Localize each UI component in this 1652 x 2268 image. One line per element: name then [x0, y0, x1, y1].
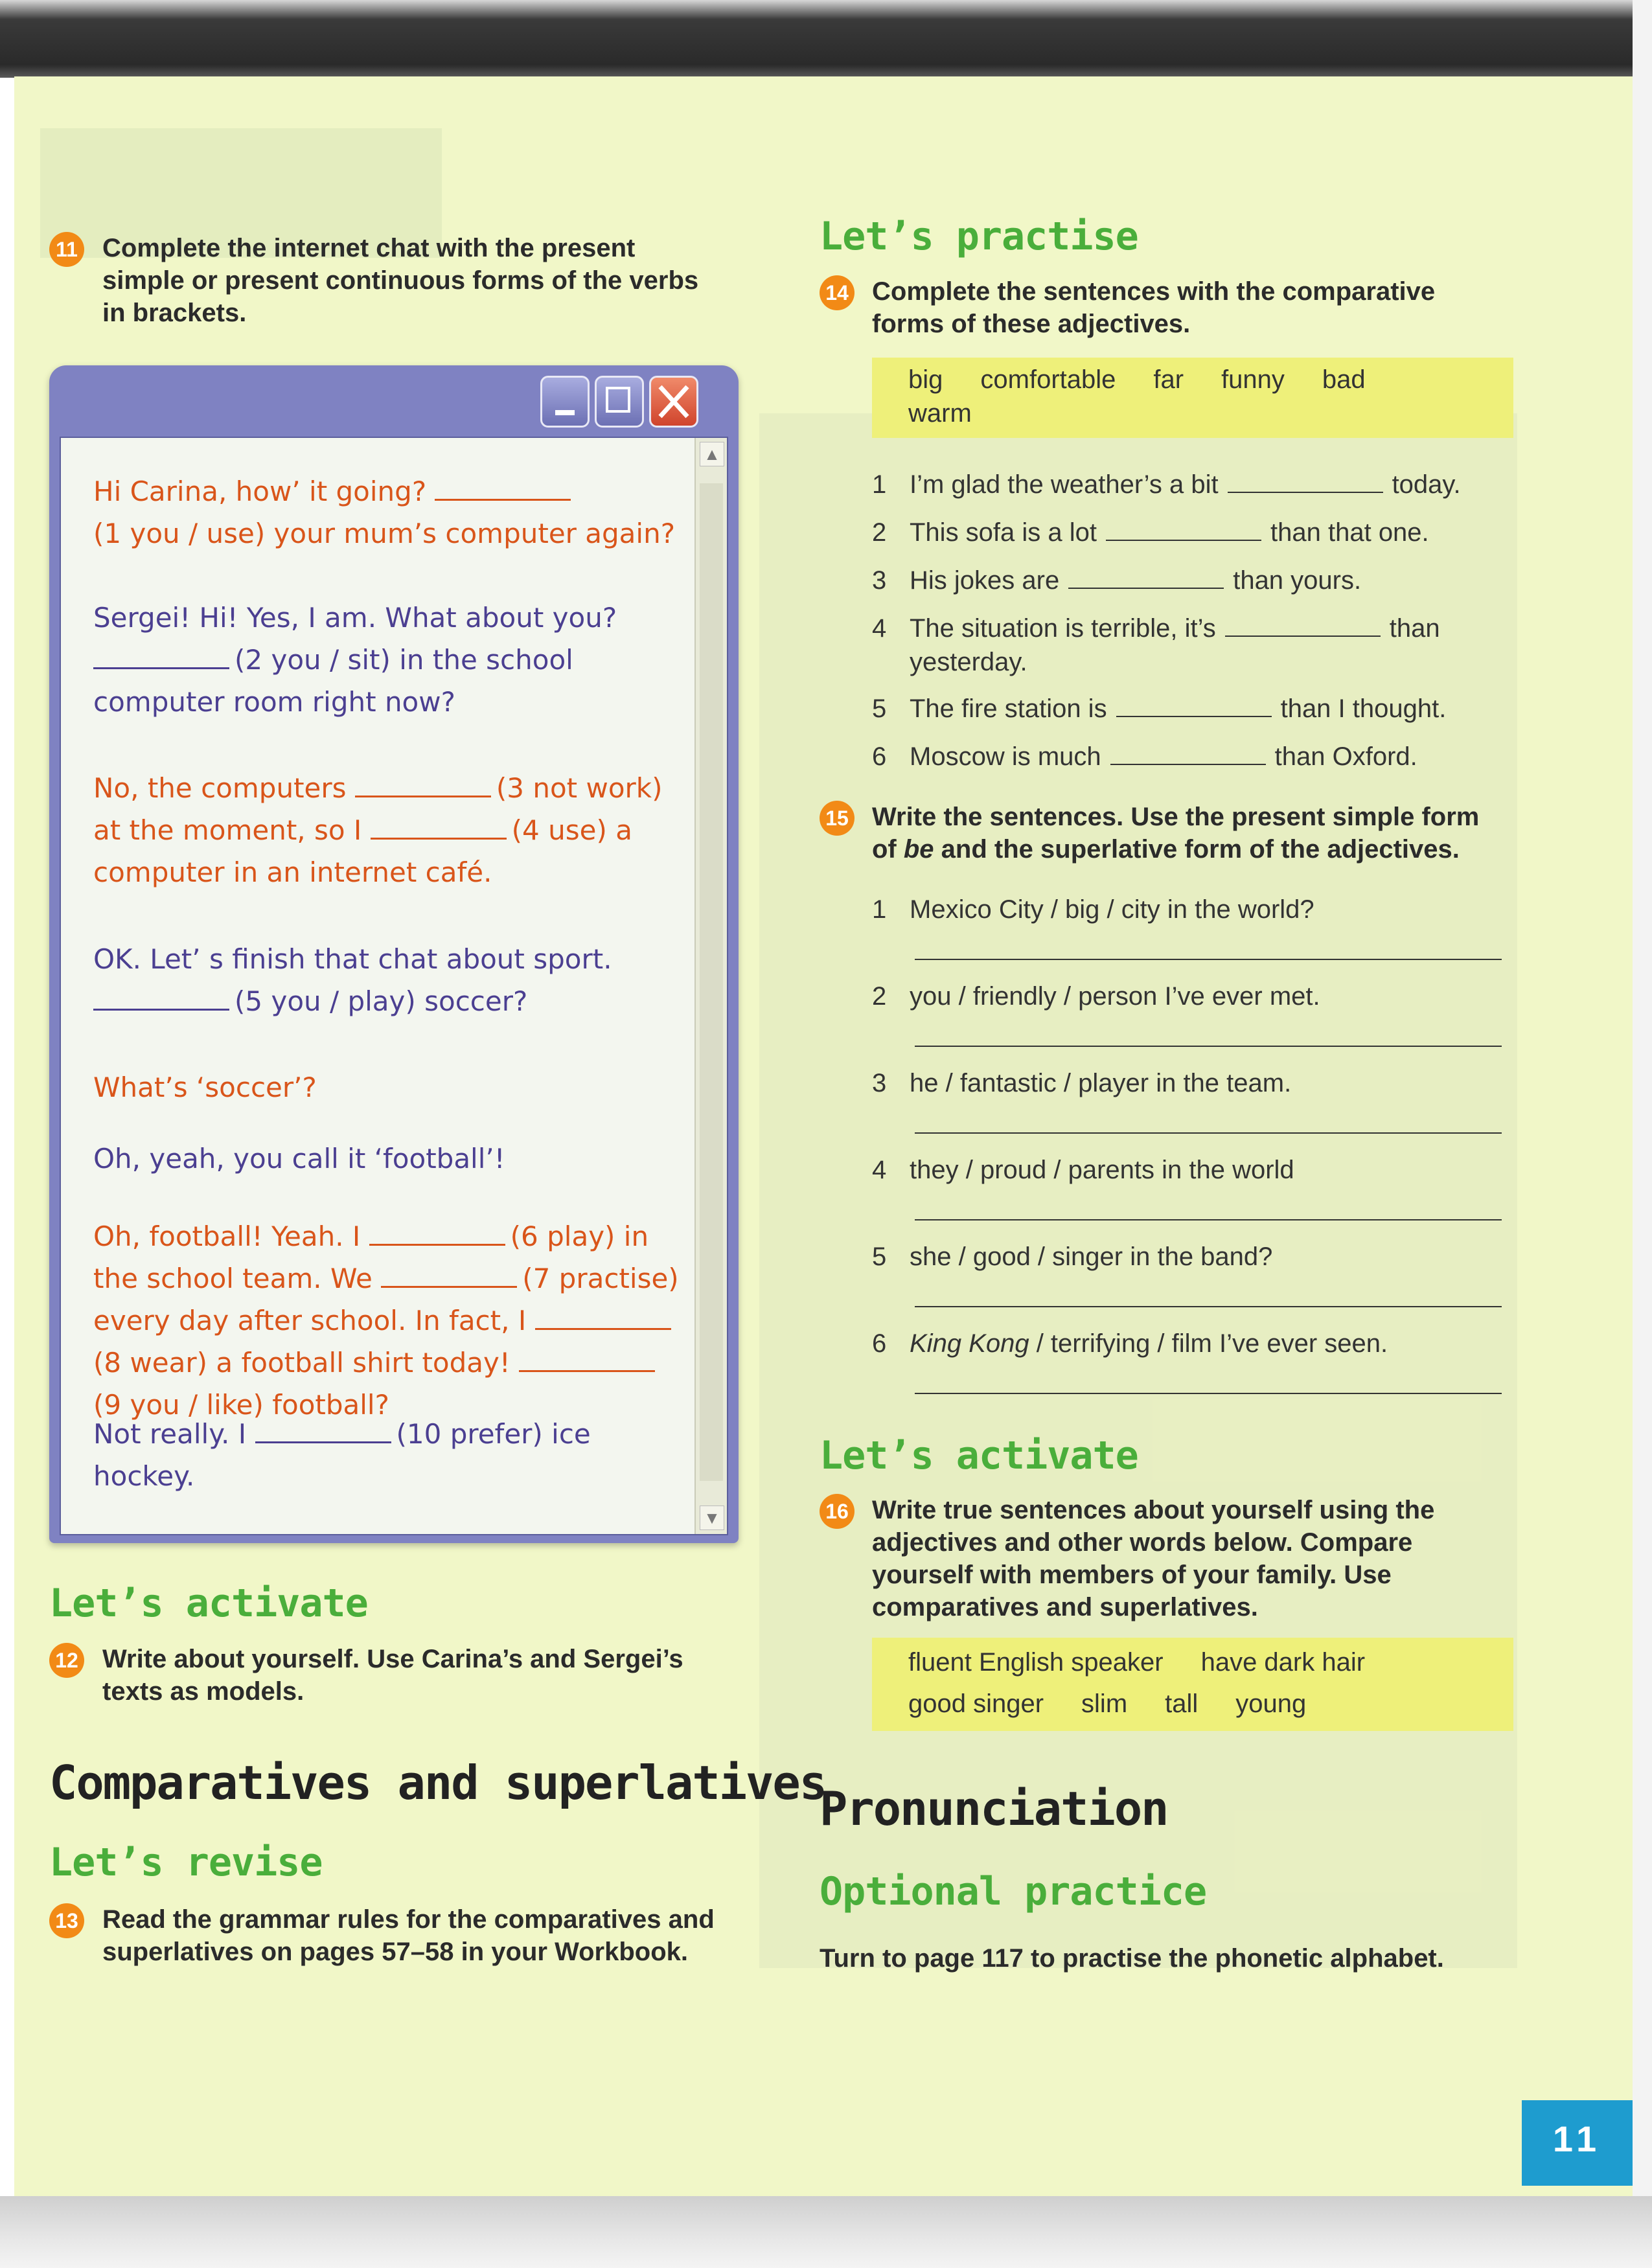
answer-blank[interactable]	[1225, 613, 1381, 637]
sentence-text: than that one.	[1270, 518, 1429, 547]
chat-line: Oh, football! Yeah. I	[93, 1220, 361, 1252]
chat-line: (9 you / like) football?	[93, 1389, 389, 1421]
maximize-icon	[606, 387, 630, 413]
exercise-number-badge: 16	[820, 1494, 855, 1529]
chat-line: (5 you / play) soccer?	[235, 985, 528, 1017]
chat-line: Not really. I	[93, 1418, 247, 1450]
chat-message-sergei	[93, 1138, 689, 1180]
instruction-line: simple or present continuous forms of the verbs	[102, 266, 699, 295]
pronunciation-instruction: Turn to page 117 to practise the phonetic alphabet.	[820, 1944, 1444, 1973]
answer-line[interactable]	[915, 1132, 1502, 1134]
answer-blank[interactable]	[93, 984, 229, 1011]
chat-line: Hi Carina, how’ it going?	[93, 475, 427, 507]
item-number: 5	[872, 1243, 887, 1271]
instruction-line: superlatives on pages 57–58 in your Workbook.	[102, 1938, 689, 1966]
section-heading-lets-practise: Let’s practise	[820, 214, 1138, 259]
exercise-12-instruction	[102, 1643, 683, 1708]
scroll-thumb[interactable]	[700, 483, 723, 1481]
page-number: 11	[1522, 2100, 1633, 2186]
chat-line: (7 practise)	[522, 1263, 679, 1294]
item-number: 5	[872, 694, 887, 723]
instruction-line: Write true sentences about yourself using the	[872, 1496, 1435, 1524]
scrollbar[interactable]	[694, 438, 727, 1534]
instruction-line: Complete the internet chat with the present	[102, 234, 636, 262]
item-number: 2	[872, 518, 887, 547]
word-chip: have dark hair	[1200, 1648, 1366, 1677]
word-box	[872, 1638, 1513, 1731]
chat-line: (1 you / use) your mum’s computer again?	[93, 518, 675, 549]
instruction-line: texts as models.	[102, 1677, 304, 1706]
chat-line: What’s ‘soccer’?	[93, 1071, 317, 1103]
chat-message-carina	[93, 1215, 689, 1426]
scan-right-edge	[1633, 0, 1652, 2268]
instruction-line	[872, 833, 1479, 865]
answer-blank[interactable]	[255, 1417, 391, 1443]
answer-line[interactable]	[915, 1046, 1502, 1047]
chat-line: every day after school. In fact, I	[93, 1305, 527, 1336]
instruction-line: yourself with members of your family. Use	[872, 1561, 1392, 1589]
word-chip: far	[1153, 365, 1184, 394]
chat-text-area	[60, 437, 728, 1535]
instruction-line: Complete the sentences with the comparative	[872, 277, 1436, 306]
sentence-text: than	[1389, 614, 1440, 643]
chat-window	[49, 365, 739, 1543]
sentence-text: The fire station is	[910, 694, 1107, 723]
exercise-number-badge: 13	[49, 1903, 84, 1938]
section-heading-optional-practice: Optional practice	[820, 1869, 1207, 1914]
exercise-14-instruction	[872, 275, 1435, 340]
answer-blank[interactable]	[381, 1261, 517, 1288]
word-chip: fluent English speaker	[908, 1648, 1164, 1677]
film-title: King Kong	[910, 1329, 1029, 1358]
close-button[interactable]	[649, 376, 698, 428]
answer-blank[interactable]	[1228, 470, 1383, 493]
chat-line: No, the computers	[93, 772, 347, 804]
word-chip: bad	[1322, 365, 1366, 394]
sentence-text: today.	[1392, 470, 1461, 499]
word-chip: comfortable	[980, 365, 1116, 394]
chat-message-sergei	[93, 1413, 689, 1497]
chat-line: (8 wear) a football shirt today!	[93, 1347, 511, 1379]
item-prompt: they / proud / parents in the world	[910, 1156, 1294, 1184]
item-prompt: he / fantastic / player in the team.	[910, 1069, 1292, 1097]
word-chip: young	[1235, 1690, 1307, 1718]
exercise-number-badge: 12	[49, 1643, 84, 1678]
item-number: 3	[872, 1069, 887, 1097]
chat-line: Oh, yeah, you call it ‘football’!	[93, 1143, 505, 1174]
item-number: 3	[872, 566, 887, 595]
sentence-text: than yours.	[1233, 566, 1362, 595]
exercise-13-instruction	[102, 1903, 715, 1968]
instruction-text: and the superlative form of the adjectives.	[934, 835, 1460, 864]
chat-message-carina	[93, 470, 689, 555]
instruction-line: Write the sentences. Use the present simple form	[872, 803, 1480, 831]
sentence-text: Moscow is much	[910, 742, 1101, 771]
chat-line: (4 use) a	[511, 814, 632, 846]
minimize-icon	[555, 410, 575, 415]
scan-bottom-edge	[0, 2196, 1652, 2268]
chat-line: OK. Let’ s finish that chat about sport.	[93, 943, 612, 975]
pronunciation-title: Pronunciation	[820, 1781, 1168, 1836]
item-number: 4	[872, 1156, 887, 1184]
section-heading-lets-activate: Let’s activate	[49, 1581, 368, 1626]
item-prompt: Mexico City / big / city in the world?	[910, 895, 1314, 924]
chat-line: (3 not work)	[496, 772, 663, 804]
answer-line[interactable]	[915, 1219, 1502, 1220]
chat-message-carina	[93, 767, 689, 893]
chat-line: (10 prefer) ice	[396, 1418, 591, 1450]
chat-message-sergei	[93, 938, 689, 1022]
scroll-down-arrow-icon[interactable]: ▼	[700, 1506, 724, 1530]
instruction-line: comparatives and superlatives.	[872, 1593, 1258, 1621]
instruction-line: Write about yourself. Use Carina’s and Sergei’s	[102, 1645, 683, 1673]
word-chip: tall	[1165, 1690, 1199, 1718]
item-number: 6	[872, 1329, 887, 1358]
close-icon	[651, 378, 696, 426]
instruction-line: adjectives and other words below. Compare	[872, 1528, 1413, 1557]
item-number: 1	[872, 470, 887, 499]
background-ghost-photo	[759, 413, 1517, 1968]
section-heading-lets-revise: Let’s revise	[49, 1840, 323, 1885]
chat-line: computer room right now?	[93, 686, 455, 718]
exercise-number-badge: 15	[820, 801, 855, 836]
chat-line: hockey.	[93, 1460, 195, 1492]
exercise-16-instruction	[872, 1494, 1434, 1623]
word-chip: good singer	[908, 1690, 1044, 1718]
answer-blank[interactable]	[93, 643, 229, 669]
chat-message-sergei	[93, 597, 689, 723]
section-title: Comparatives and superlatives	[49, 1756, 827, 1810]
maximize-button[interactable]	[595, 376, 644, 428]
sentence-text: I’m glad the weather’s a bit	[910, 470, 1219, 499]
chat-line: the school team. We	[93, 1263, 373, 1294]
minimize-button[interactable]	[540, 376, 590, 428]
item-number: 2	[872, 982, 887, 1011]
exercise-number-badge: 11	[49, 232, 84, 267]
answer-line[interactable]	[915, 1393, 1502, 1394]
sentence-text: This sofa is a lot	[910, 518, 1097, 547]
section-heading-lets-activate: Let’s activate	[820, 1433, 1138, 1478]
instruction-text: of	[872, 835, 904, 864]
word-chip: warm	[908, 399, 972, 428]
item-number: 4	[872, 614, 887, 643]
item-prompt: she / good / singer in the band?	[910, 1243, 1273, 1271]
answer-line[interactable]	[915, 1306, 1502, 1307]
item-prompt: / terrifying / film I’ve ever seen.	[1029, 1329, 1388, 1358]
answer-blank[interactable]	[535, 1303, 671, 1330]
sentence-text: The situation is terrible, it’s	[910, 614, 1216, 643]
answer-blank[interactable]	[1116, 694, 1272, 717]
sentence-text: His jokes are	[910, 566, 1060, 595]
answer-blank[interactable]	[519, 1346, 655, 1372]
answer-blank[interactable]	[355, 771, 491, 797]
answer-blank[interactable]	[1068, 566, 1224, 589]
word-chip: big	[908, 365, 943, 394]
chat-line: (2 you / sit) in the school	[235, 644, 573, 676]
instruction-line: in brackets.	[102, 299, 247, 327]
answer-blank[interactable]	[371, 813, 507, 840]
word-chip: slim	[1081, 1690, 1128, 1718]
answer-line[interactable]	[915, 959, 1502, 960]
instruction-text-italic: be	[903, 835, 934, 864]
instruction-line: forms of these adjectives.	[872, 310, 1191, 338]
item-number: 6	[872, 742, 887, 771]
instruction-line: Read the grammar rules for the comparatives and	[102, 1905, 715, 1934]
item-number: 1	[872, 895, 887, 924]
sentence-text: yesterday.	[910, 648, 1027, 676]
answer-blank[interactable]	[1110, 742, 1266, 765]
item-prompt: you / friendly / person I’ve ever met.	[910, 982, 1320, 1011]
scroll-up-arrow-icon[interactable]: ▲	[700, 442, 724, 466]
answer-blank[interactable]	[435, 474, 571, 501]
scan-top-edge	[0, 0, 1652, 78]
chat-message-carina	[93, 1066, 689, 1108]
chat-line: Sergei! Hi! Yes, I am. What about you?	[93, 602, 617, 634]
exercise-15-instruction	[872, 801, 1479, 865]
word-chip: funny	[1221, 365, 1285, 394]
answer-blank[interactable]	[1106, 518, 1261, 541]
sentence-text: than I thought.	[1280, 694, 1447, 723]
exercise-number-badge: 14	[820, 275, 855, 310]
sentence-text: than Oxford.	[1274, 742, 1417, 771]
exercise-11-instruction	[102, 232, 698, 329]
adjective-word-box	[872, 358, 1513, 438]
answer-blank[interactable]	[369, 1219, 505, 1246]
chat-line: at the moment, so I	[93, 814, 362, 846]
chat-line: computer in an internet café.	[93, 856, 492, 888]
chat-line: (6 play) in	[510, 1220, 649, 1252]
